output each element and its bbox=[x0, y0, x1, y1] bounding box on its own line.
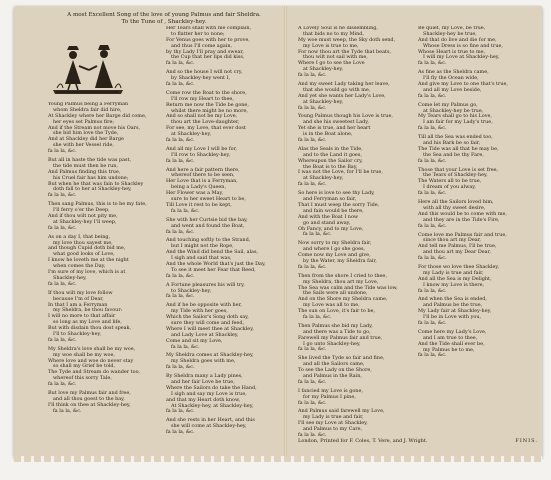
verse-line: fa la la, &c. bbox=[166, 408, 195, 415]
stanza bbox=[298, 274, 416, 321]
verse-line: so long as my Love and life, bbox=[53, 319, 122, 326]
verse-line: fa la la, &c. bbox=[166, 429, 195, 436]
verse-line: And the Wind did bend the Sail, alas, bbox=[166, 249, 259, 256]
verse-line: And so shall not be my Love, bbox=[166, 113, 238, 120]
verse-line: and Lady Love at Shackley, bbox=[171, 331, 239, 338]
broadside-sheet bbox=[14, 6, 542, 458]
verse-line: sure they will come and feed, bbox=[171, 319, 245, 326]
ballad-header bbox=[44, 12, 284, 26]
verse-line: whereof this sorry Tale, bbox=[53, 375, 112, 382]
verse-line: For now thou art the Tyde that beats, bbox=[298, 48, 392, 55]
stanza bbox=[418, 200, 536, 229]
stanza bbox=[298, 241, 416, 270]
verse-line: But all in haste the tide was past, bbox=[48, 157, 132, 164]
verse-line: To see it meet her Fear that Reed, bbox=[171, 266, 256, 273]
verse-line: Shackley-hey, bbox=[53, 274, 87, 281]
verse-line: And if he be opposite with her, bbox=[166, 302, 242, 309]
verse-line: At Shackley where her Barge did come, bbox=[48, 112, 147, 119]
stanza bbox=[418, 26, 536, 67]
verse-line: fa la la, &c. bbox=[418, 352, 447, 359]
verse-line: fa la la, &c. bbox=[48, 381, 77, 388]
verse-line: to Shackley-hey, bbox=[171, 287, 212, 294]
verse-line: the Sails were all undone, bbox=[303, 290, 368, 297]
verse-line: fa la la, &c. bbox=[166, 60, 195, 67]
verse-line: And Palmus said farewell my Love, bbox=[298, 408, 385, 415]
verse-line: Then sang Palmus, this is to be my fate, bbox=[48, 201, 147, 208]
verse-line: By Sheldra many a Lady pines, bbox=[166, 373, 243, 380]
verse-line: Her Flower was a May, bbox=[166, 190, 224, 197]
verse-line: And Palmus finding this true, bbox=[48, 168, 121, 175]
stanza bbox=[48, 291, 164, 344]
verse-line: by the Water, my Sheldra fair, bbox=[303, 257, 377, 264]
verse-line: A Lovely Soul is he dissembling, bbox=[298, 26, 378, 31]
verse-line: But love my Palmus fair and free, bbox=[48, 389, 131, 396]
verse-line: and where I go she goes, bbox=[303, 246, 366, 253]
column-3 bbox=[298, 26, 416, 436]
verse-line: At Shackley-hey, at Shackley-hey, bbox=[171, 402, 254, 409]
verse-line: And touching softly to the Strand, bbox=[166, 237, 251, 244]
verse-line: that she would go with me, bbox=[303, 86, 371, 93]
verse-line: she with her Vessel ride, bbox=[53, 142, 114, 149]
verse-line: The Waters all to be true, bbox=[418, 178, 482, 185]
column-4 bbox=[418, 26, 536, 436]
verse-line: And when the Sea is ended, bbox=[418, 296, 487, 303]
verse-line: her eyes set Palmus fire; bbox=[53, 118, 115, 125]
stanza bbox=[166, 283, 282, 301]
verse-line: but I might not the Rope, bbox=[171, 243, 234, 250]
verse-line: fa la la, &c. bbox=[298, 378, 327, 385]
stanza bbox=[418, 265, 536, 294]
verse-line: A Fortune pleasures his will try, bbox=[166, 281, 245, 288]
verse-line: my Sheldra, be thou favour: bbox=[53, 307, 123, 314]
verse-line: Where I will meet thee at Shackley, bbox=[166, 325, 254, 332]
verse-line: being a Lady's Queen, bbox=[171, 184, 227, 191]
verse-line: Till all the Sea was ended too, bbox=[418, 134, 493, 141]
verse-line: she will come at Shackley-hey, bbox=[171, 423, 247, 430]
verse-line: whereof there to be seen, bbox=[171, 172, 235, 179]
verse-line: Where the Sailors do take the Hand, bbox=[166, 384, 257, 391]
verse-line: And the whole World that's just the Day, bbox=[166, 260, 266, 267]
verse-line: go and stand away, bbox=[303, 219, 351, 226]
verse-line: To see the Lady on the Shore, bbox=[298, 367, 372, 374]
verse-line: And all my Love I will be for, bbox=[166, 145, 237, 152]
verse-line: Here all the Sailors loved him, bbox=[418, 199, 494, 206]
verse-line: my Tide with her goes, bbox=[171, 308, 228, 315]
woodcut-illustration bbox=[51, 40, 125, 96]
verse-line: what good looks of Love, bbox=[53, 251, 115, 258]
verse-line: And the Tide shall ever be, bbox=[418, 340, 485, 347]
verse-line: And here a fair pattern there, bbox=[166, 166, 240, 173]
finis-mark: FINIS. bbox=[515, 438, 538, 444]
column-1 bbox=[48, 102, 164, 434]
verse-line: and all my Love beside, bbox=[423, 86, 482, 93]
verse-line: the Boat is to the Bay, bbox=[303, 163, 358, 170]
verse-line: Where I go to see the Love bbox=[298, 60, 365, 67]
verse-line: and all the Sailors came, bbox=[303, 361, 365, 368]
verse-line: and there was a Tide to go, bbox=[303, 328, 371, 335]
stanza bbox=[166, 147, 282, 165]
verse-line: Whereupon the Sailor cry, bbox=[298, 157, 363, 164]
verse-line: The sun on Love, it's fair to be, bbox=[298, 308, 375, 315]
stanza bbox=[298, 191, 416, 238]
verse-line: fa la la, &c. bbox=[303, 231, 332, 238]
verse-line: fa la la, &c. bbox=[418, 60, 447, 67]
stanza bbox=[48, 102, 164, 155]
verse-line: Come here my Lady's Love, bbox=[418, 328, 487, 335]
verse-line: And at Shackley did her Barge bbox=[48, 136, 124, 143]
verse-line: I was not the Love, for I'll be true, bbox=[298, 169, 383, 176]
verse-line: fa la la, &c. bbox=[298, 346, 327, 353]
verse-line: thou art the Love-daughter, bbox=[171, 119, 240, 126]
verse-line: fa la la, &c. bbox=[48, 148, 77, 155]
stanza bbox=[298, 114, 416, 143]
verse-line: I'll fly the Ocean wide, bbox=[423, 75, 479, 82]
verse-line: since thou art my Dear, bbox=[423, 237, 481, 244]
verse-line: She with her Curtsie bid the bay, bbox=[166, 216, 248, 223]
verse-line: and all thou goest to the bay, bbox=[53, 395, 125, 402]
verse-line: And if thou wilt not pity me, bbox=[48, 213, 118, 220]
verse-line: Her Love that is a Ferryman, bbox=[166, 178, 238, 185]
verse-line: fa la la, &c. bbox=[418, 255, 447, 262]
verse-line: Come and sit my Love, bbox=[166, 337, 223, 344]
verse-line: and Palmus in the Rain, bbox=[303, 372, 362, 379]
verse-line: And with the Boat I now bbox=[298, 213, 359, 220]
verse-line: for my Palmus I pine, bbox=[303, 393, 356, 400]
stanza bbox=[298, 409, 416, 436]
verse-line: And my sweet Lady taking her leave, bbox=[298, 81, 390, 88]
stanza bbox=[48, 347, 164, 388]
verse-line: and I am true to thee, bbox=[423, 334, 478, 341]
verse-line: fa la la, &c. bbox=[166, 157, 195, 164]
verse-line: Shackley-hey be true, bbox=[423, 30, 477, 37]
stanza bbox=[166, 374, 282, 415]
verse-line: and thus I'll come again, bbox=[171, 42, 233, 49]
verse-line: by Shackley-hey went I, bbox=[171, 75, 231, 82]
verse-line: my Sheldra goes with me, bbox=[171, 358, 236, 365]
verse-line: and her fair Love be true, bbox=[171, 378, 235, 385]
verse-line: and Palmus be the true, bbox=[423, 302, 483, 309]
verse-line: the tide must then be run, bbox=[53, 162, 118, 169]
verse-line: fa la la, &c. bbox=[418, 92, 447, 99]
verse-line: I fancied my Love is gone, bbox=[298, 387, 363, 394]
stanza bbox=[166, 303, 282, 350]
verse-line: And all the Sea is my Delight, bbox=[418, 275, 492, 282]
verse-line: Which the Sailor's Song doth say, bbox=[166, 314, 249, 321]
verse-line: fa la la, &c. bbox=[171, 343, 200, 350]
verse-line: fa la la, &c. bbox=[166, 293, 195, 300]
verse-line: fa la la, &c. bbox=[48, 192, 77, 199]
verse-line: Oh Fancy, and to my Love, bbox=[298, 225, 364, 232]
verse-line: at Shackley-hey, bbox=[171, 131, 212, 138]
verse-line: I sigh and said that was, bbox=[171, 255, 232, 262]
stanza bbox=[166, 238, 282, 279]
verse-line: fa la la, &c. bbox=[48, 280, 77, 287]
verse-line: my love thou sayest me, bbox=[53, 239, 113, 246]
verse-line: at Shackley-hey, bbox=[303, 98, 344, 105]
verse-line: And if the Stream not move his Oars, bbox=[48, 124, 141, 131]
verse-line: Come now my Love and give, bbox=[298, 252, 371, 259]
stanza bbox=[48, 202, 164, 231]
verse-line: at Shackley-hey be true, bbox=[423, 107, 484, 114]
verse-line: I dream of you alway, bbox=[423, 184, 476, 191]
verse-line: For those wo love thee Shackley, bbox=[418, 263, 500, 270]
verse-line: because I'm of Dear, bbox=[53, 295, 104, 302]
verse-line: Yet she is true, and her heart bbox=[298, 125, 371, 132]
verse-line: my woe shall be my woe, bbox=[53, 351, 115, 358]
verse-line: fa la la, &c. bbox=[298, 399, 327, 406]
verse-line: So here is love to see thy Lady, bbox=[298, 190, 375, 197]
verse-line: And that do live and die for me, bbox=[418, 36, 497, 43]
verse-line: my Palmus be to me, bbox=[423, 346, 475, 353]
verse-line: I'll be in Love with you, bbox=[423, 314, 482, 321]
verse-line: fa la la, &c. bbox=[298, 137, 327, 144]
verse-line: fa la la, &c. bbox=[48, 224, 77, 231]
verse-line: fa la la, &c. bbox=[171, 207, 200, 214]
stanza bbox=[418, 168, 536, 197]
verse-line: fa la la, &c. bbox=[418, 190, 447, 197]
ballad-title: A most Excellent Song of the love of young Palmus and fair Sheldra. bbox=[67, 12, 261, 18]
ballad-tune: To the Tune of , Shackley-hey. bbox=[121, 19, 207, 25]
verse-line: And yet she wants her Lady's Love, bbox=[298, 92, 386, 99]
stanza bbox=[298, 82, 416, 111]
verse-line: is in the Boat alone, bbox=[303, 131, 353, 138]
verse-line: and thou art my Dear Dear, bbox=[423, 249, 491, 256]
verse-line: fa la la, &c. bbox=[418, 319, 447, 326]
verse-line: I'll see my Love at Shackley, bbox=[298, 420, 368, 427]
verse-line: fa la la, &c. bbox=[298, 263, 327, 270]
verse-line: Young Palmus though his Love is true, bbox=[298, 113, 393, 120]
verse-line: Where love and woe do never stay bbox=[48, 357, 134, 364]
verse-line: and fain would be there, bbox=[303, 207, 364, 214]
stanza bbox=[298, 389, 416, 407]
verse-line: I know my Love is there, bbox=[423, 281, 485, 288]
verse-line: I'm sure of my love, which is at bbox=[48, 269, 126, 276]
verse-line: Whose Dress is so fine and true, bbox=[423, 42, 503, 49]
verse-line: at Shackley-hey, bbox=[303, 175, 344, 182]
verse-line: Those that your Love is set free, bbox=[418, 166, 499, 173]
stanza bbox=[418, 297, 536, 326]
verse-line: My Sheldra comes at Shackley-hey, bbox=[166, 352, 254, 359]
verse-line: Then from the shore I cried to thee, bbox=[298, 272, 387, 279]
stanza bbox=[298, 26, 416, 79]
verse-line: fa la la, &c. bbox=[166, 364, 195, 371]
verse-line: I sigh and say my Love is true, bbox=[171, 390, 247, 397]
verse-line: to flatter her to none; bbox=[171, 30, 225, 37]
verse-line: whom Sheldra fair did hire, bbox=[53, 106, 122, 113]
verse-line: My Sheldra's love shall be my woe, bbox=[48, 345, 136, 352]
stanza bbox=[166, 91, 282, 144]
verse-line: If thou wilt my love follow bbox=[48, 289, 113, 296]
stanza bbox=[166, 218, 282, 236]
verse-line: by thy Lady I'll pray and swear, bbox=[166, 48, 244, 55]
verse-line: I go unto Shackley-hey, bbox=[303, 340, 361, 347]
verse-line: sure to her sweet Heart to be, bbox=[171, 196, 246, 203]
verse-line: My Lady fair at Shackley-hey, bbox=[418, 308, 492, 315]
stanza bbox=[48, 391, 164, 415]
verse-line: fa la la, &c. bbox=[166, 228, 195, 235]
stanza bbox=[298, 356, 416, 385]
stanza bbox=[166, 353, 282, 371]
stanza bbox=[418, 233, 536, 262]
verse-line: his Cruel fair has him undone; bbox=[53, 174, 129, 181]
verse-line: the Sea and be thy Fare, bbox=[423, 151, 484, 158]
verse-line: doth fall to her at Shackley-hey, bbox=[53, 186, 132, 193]
verse-line: In that I am a Ferryman bbox=[48, 301, 108, 308]
verse-line: fa la la, &c. bbox=[298, 104, 327, 111]
verse-line: my Lady is true and fair, bbox=[303, 414, 364, 421]
verse-line: and to the Land it goes, bbox=[303, 151, 362, 158]
stanza bbox=[418, 330, 536, 359]
verse-line: Then Palmus she bid my Lady, bbox=[298, 322, 373, 329]
verse-line: whilst there might be no more, bbox=[171, 107, 248, 114]
verse-line: But with disdain thou dost speak, bbox=[48, 325, 132, 332]
verse-line: For see, my Love, that ever dost bbox=[166, 125, 246, 132]
verse-line: I'll row my Heart to thee, bbox=[171, 95, 234, 102]
verse-line: the Tears of Shackley-hey, bbox=[423, 172, 488, 179]
verse-line: And give my Love to one that's true, bbox=[418, 81, 508, 88]
verse-line: I know he loveth me at the night bbox=[48, 257, 129, 264]
verse-line: Farewell my Palmus fair and true, bbox=[298, 334, 383, 341]
verse-line: fa la la, &c. bbox=[418, 157, 447, 164]
verse-line: Be quiet, my Love, be true, bbox=[418, 26, 486, 31]
verse-line: fa la la, &c. bbox=[298, 72, 327, 79]
verse-line: Whose Heart is true to me, bbox=[418, 48, 486, 55]
stanza bbox=[418, 70, 536, 99]
verse-line: the Cup that her lips did kiss, bbox=[171, 54, 245, 61]
column-2 bbox=[166, 26, 282, 436]
verse-line: and that my Heart doth know, bbox=[166, 396, 241, 403]
verse-line: I will my Love at Shackley-hey, bbox=[423, 54, 500, 61]
verse-line: fa la la, &c. bbox=[166, 137, 195, 144]
verse-line: thou wilt not sail with me, bbox=[303, 54, 368, 61]
verse-line: fa la la, &c. bbox=[298, 432, 327, 436]
stanza bbox=[48, 235, 164, 288]
verse-line: I'll think on thee at Shackley-hey, bbox=[48, 401, 131, 408]
verse-line: As on a day I, that being, bbox=[48, 233, 111, 240]
verse-line: fa la la, &c. bbox=[418, 287, 447, 294]
verse-line: Now sorry to my Sheldra fair, bbox=[298, 240, 372, 247]
stanza bbox=[298, 147, 416, 188]
verse-line: My woe must weep, the Sky doth send, bbox=[298, 36, 396, 43]
verse-line: I'll ferry o'er the Deep, bbox=[53, 207, 110, 214]
verse-line: Alas the Seals in the Tide, bbox=[298, 145, 363, 152]
verse-line: fa la la, &c. bbox=[48, 336, 77, 343]
stanza bbox=[166, 418, 282, 436]
stanza bbox=[48, 158, 164, 199]
verse-line: and went and found the Boat, bbox=[171, 222, 245, 229]
verse-line: and they are in the Tide's Fire, bbox=[423, 216, 500, 223]
verse-line: and she his sweetest Lady, bbox=[303, 119, 369, 126]
verse-line: and Ferryman so fair, bbox=[303, 196, 357, 203]
verse-line: fa la la, &c. bbox=[166, 81, 195, 88]
verse-line: And tell me Palmus, I'll be true, bbox=[418, 243, 497, 250]
verse-line: Return me now the Tide be gone, bbox=[166, 101, 249, 108]
verse-line: fa la la, &c. bbox=[303, 313, 332, 320]
verse-line: The Tide was all that he may be, bbox=[418, 145, 499, 152]
verse-line: That I must weep the sorry Tide, bbox=[298, 201, 380, 208]
verse-line: my Love is true to me, bbox=[303, 42, 359, 49]
verse-line: For Venus goes with her to prove, bbox=[166, 36, 250, 43]
verse-line: Young Palmus being a Ferryman bbox=[48, 102, 129, 107]
verse-line: when comes the Day, bbox=[53, 263, 106, 270]
verse-line: And so the house I will not cry, bbox=[166, 69, 243, 76]
verse-line: fa la la, &c. bbox=[418, 222, 447, 229]
verse-line: And this would be to come with me, bbox=[418, 210, 507, 217]
stanza bbox=[166, 70, 282, 88]
verse-line: As fine as the Sheldra came, bbox=[418, 69, 489, 76]
verse-line: fa la la, &c. bbox=[53, 407, 82, 414]
verse-line: Come love me Palmus fair and true, bbox=[418, 231, 507, 238]
verse-line: and though Cupid doth bid me, bbox=[48, 245, 126, 252]
stanza bbox=[418, 103, 536, 132]
verse-line: Come let my Palmus go, bbox=[418, 101, 478, 108]
verse-line: she bid him love the Tyde, bbox=[53, 130, 119, 137]
verse-line: so shall my Grief be told, bbox=[53, 363, 116, 370]
stanza bbox=[418, 135, 536, 164]
verse-line: And she rests in her Heart, and this bbox=[166, 417, 255, 424]
verse-line: But when he that was fain to Shackley bbox=[48, 180, 144, 187]
verse-line: Come row the Boat to the shore, bbox=[166, 89, 247, 96]
verse-line: fa la la, &c. bbox=[418, 125, 447, 132]
center-fold bbox=[284, 6, 287, 458]
imprint-text: London, Printed for F. Coles, T. Vere, and J. Wright. bbox=[298, 438, 428, 444]
verse-line: my Lady is true and fair, bbox=[423, 269, 484, 276]
verse-line: at Shackley-hey I'll weep, bbox=[53, 218, 117, 225]
verse-line: And on the Shore my Sheldra came, bbox=[298, 296, 388, 303]
verse-line: My Tears shall go to his Love, bbox=[418, 113, 492, 120]
verse-line: fa la la, &c. bbox=[166, 272, 195, 279]
verse-line: Her Tears shall with me complain, bbox=[166, 26, 252, 31]
verse-line: I am fair for my Lady's true, bbox=[423, 119, 493, 126]
imprint-line bbox=[298, 438, 538, 444]
stanza bbox=[298, 324, 416, 353]
verse-line: Till Love it rest to be kept, bbox=[166, 201, 232, 208]
verse-line: my Love was all to me, bbox=[303, 302, 360, 309]
verse-line: with all thy sweet desire, bbox=[423, 204, 486, 211]
verse-line: I'll to Shackley-hey, bbox=[53, 330, 102, 337]
stanza bbox=[166, 168, 282, 215]
stanza bbox=[166, 26, 282, 67]
verse-line: and Palmus to my Care, bbox=[303, 426, 363, 433]
verse-line: that bids no to my Mind, bbox=[303, 30, 364, 37]
verse-line: I'll row to Shackley-hey, bbox=[171, 151, 231, 158]
verse-line: at Shackley-hey, bbox=[303, 66, 344, 73]
verse-line: fa la la, &c. bbox=[298, 181, 327, 188]
verse-line: my Sheldra, thou art my Love, bbox=[303, 278, 379, 285]
verse-line: and his Bark be so fair, bbox=[423, 140, 481, 147]
verse-line: I will no more to that affair bbox=[48, 313, 116, 320]
verse-line: She lived the Tyde so fair and fine, bbox=[298, 355, 385, 362]
verse-line: The Sea was calm and the Tide was low, bbox=[298, 284, 398, 291]
verse-line: The Tyde and Stream do wander too, bbox=[48, 369, 141, 376]
